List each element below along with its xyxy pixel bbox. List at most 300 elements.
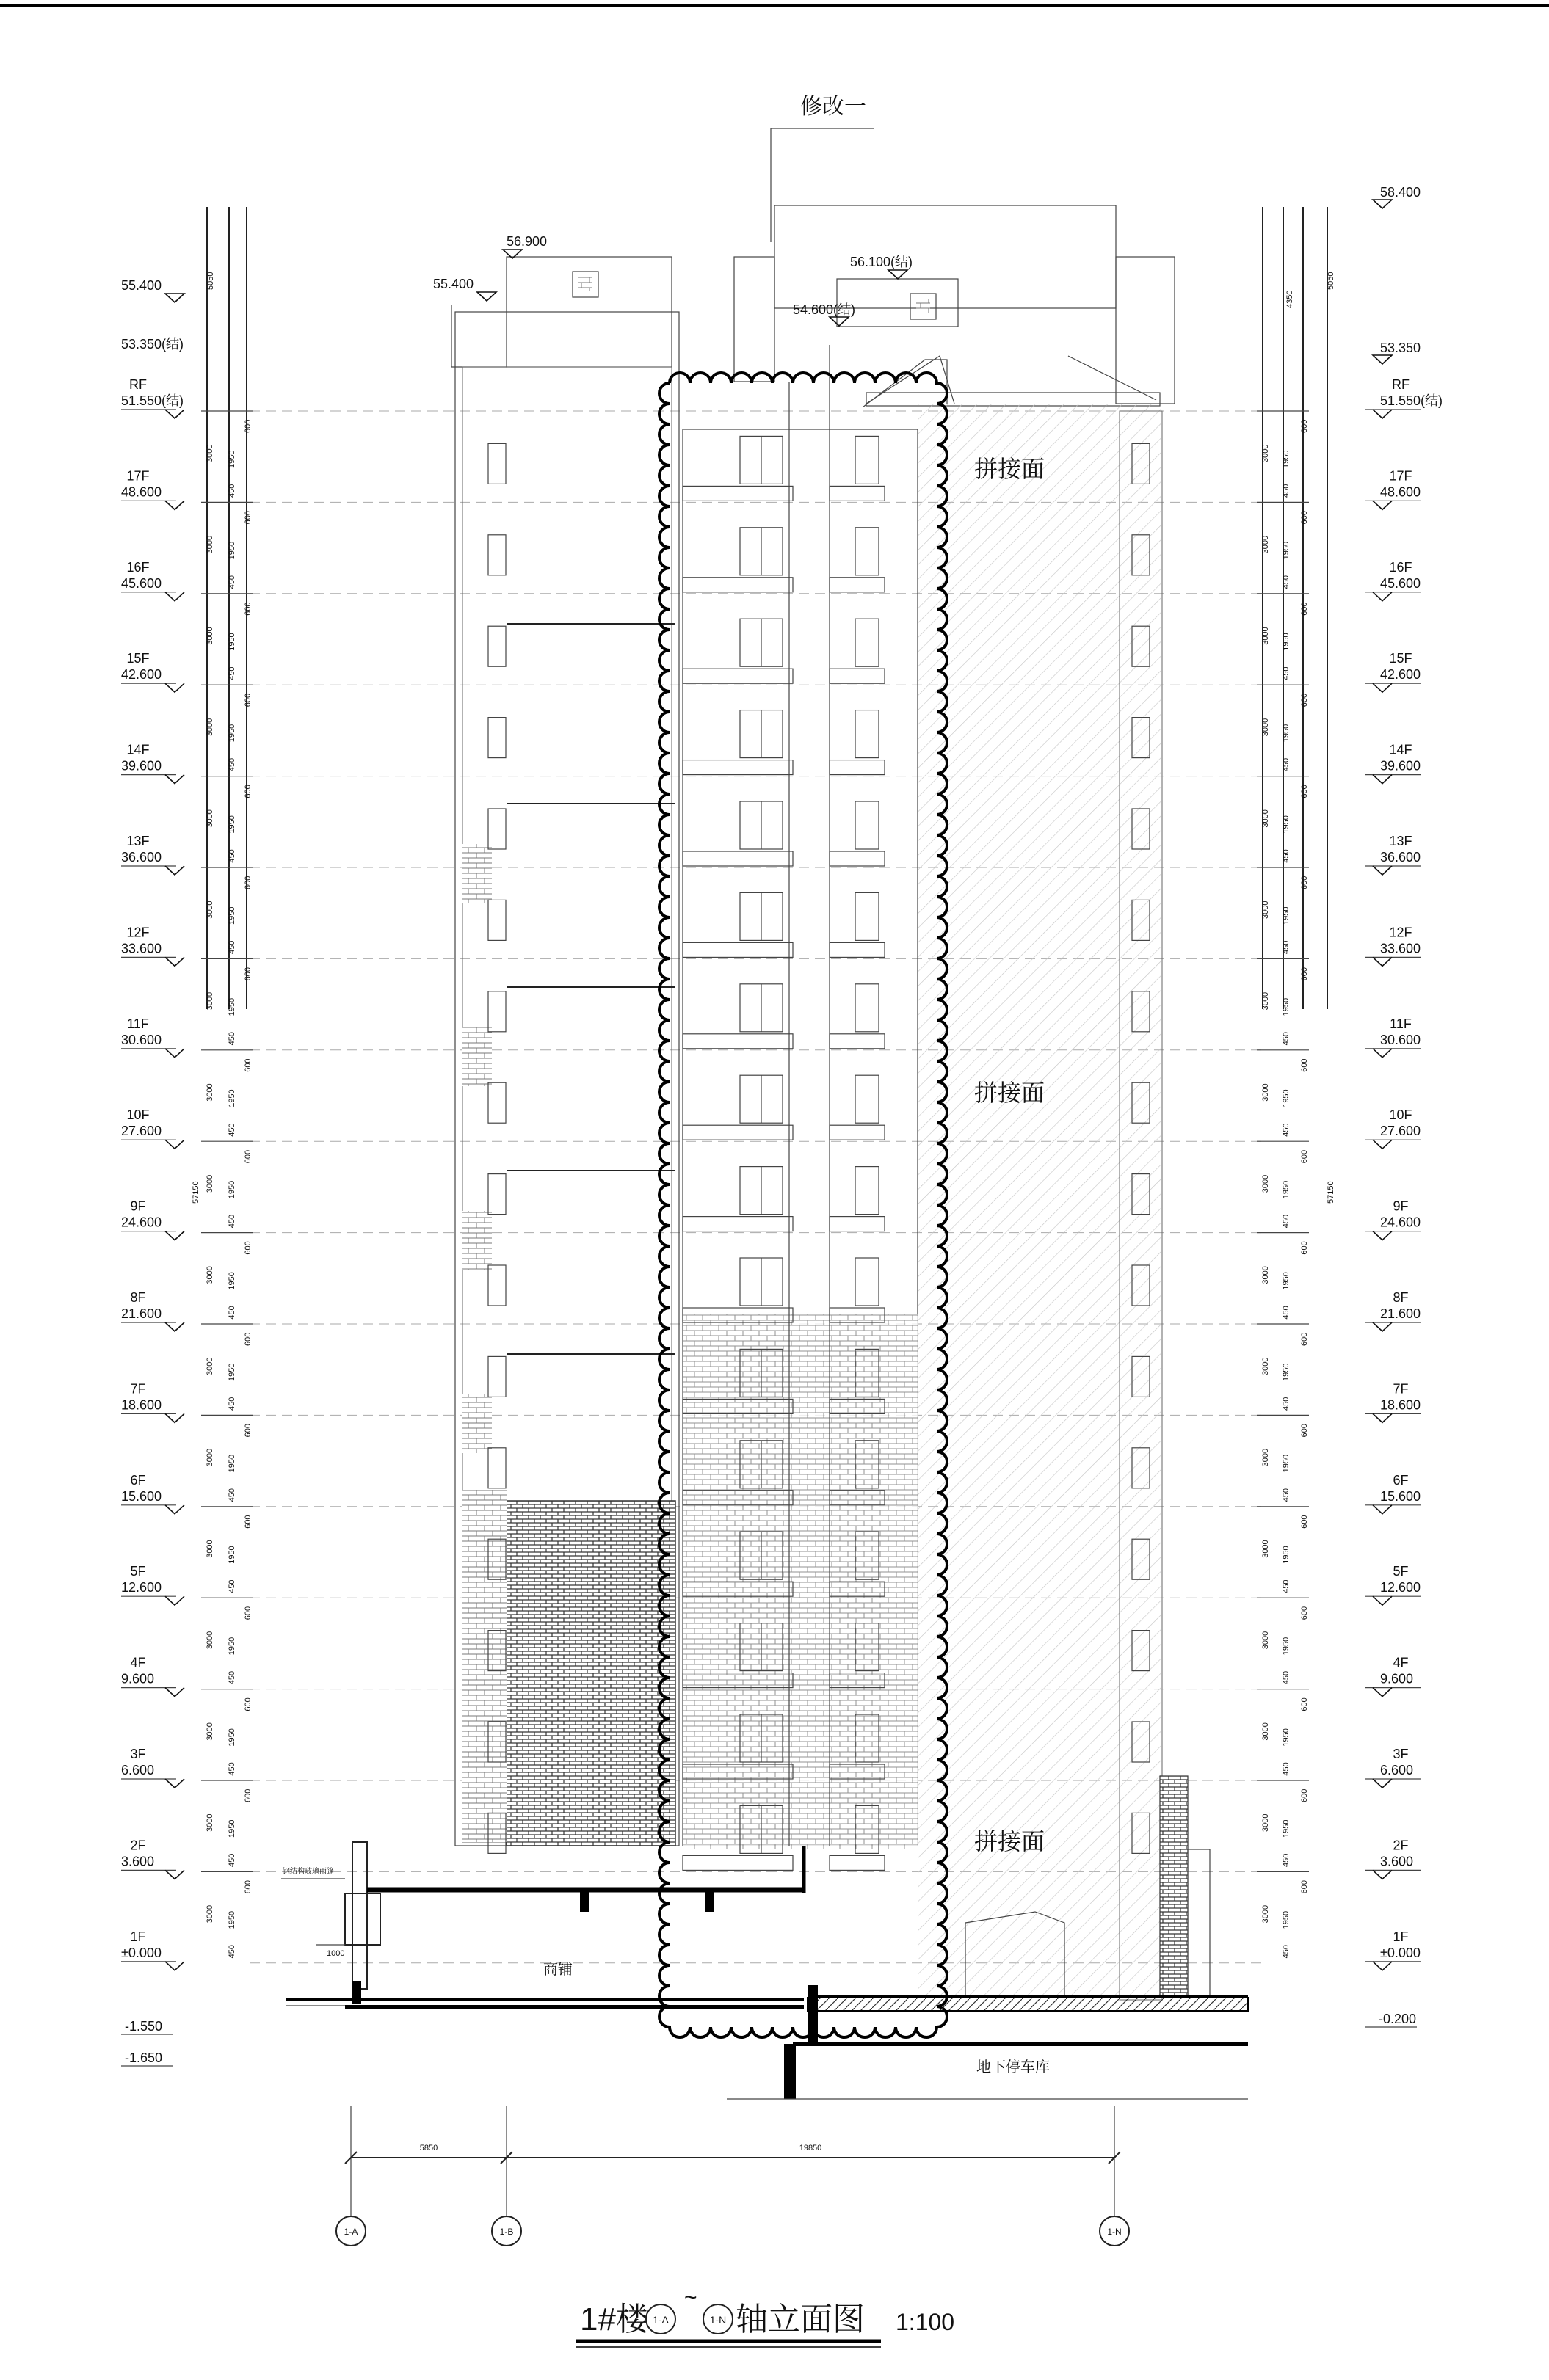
roof-left-roof-level: 53.350(结) bbox=[121, 337, 184, 352]
left-level-triangle bbox=[165, 1870, 184, 1879]
bay-left-dim: 5850 bbox=[419, 2144, 438, 2152]
title-axis-a: 1-A bbox=[653, 2314, 669, 2326]
head-height-dim: 600 bbox=[244, 1241, 253, 1255]
left-floor-elevation: 18.600 bbox=[121, 1397, 162, 1413]
bay-right-dim: 19850 bbox=[799, 2144, 822, 2152]
window-height-dim: 1950 bbox=[1282, 1819, 1291, 1838]
storey-height-dim: 3000 bbox=[1261, 1083, 1270, 1102]
left-floor-elevation: 3.600 bbox=[121, 1854, 155, 1869]
left-level-triangle bbox=[165, 866, 184, 875]
right-floor-name: 7F bbox=[1393, 1381, 1409, 1397]
right-floor-elevation: 15.600 bbox=[1380, 1488, 1421, 1504]
window-height-dim: 1950 bbox=[1282, 997, 1291, 1016]
axis-bubbles bbox=[336, 2216, 1129, 2246]
head-height-dim: 600 bbox=[1300, 1332, 1309, 1346]
sill-height-dim: 450 bbox=[228, 940, 236, 954]
window-height-dim: 1950 bbox=[228, 1728, 236, 1747]
tower-window-small bbox=[855, 710, 879, 758]
left-level-triangle bbox=[165, 775, 184, 784]
window-height-dim: 1950 bbox=[228, 450, 236, 468]
head-height-dim: 600 bbox=[244, 876, 253, 889]
head-height-dim: 600 bbox=[244, 967, 253, 981]
left-level-triangle bbox=[165, 1505, 184, 1514]
head-height-dim: 600 bbox=[1300, 1515, 1309, 1529]
left-floor-elevation: 9.600 bbox=[121, 1671, 155, 1686]
tower-window-small bbox=[855, 1258, 879, 1306]
storey-height-dim: 3000 bbox=[1261, 1904, 1270, 1924]
central-tower bbox=[683, 345, 918, 1849]
storey-height-dim: 3000 bbox=[1261, 1266, 1270, 1284]
left-level-triangle bbox=[165, 1322, 184, 1331]
title-tilde: ~ bbox=[684, 2285, 697, 2310]
left-floor-name: 4F bbox=[130, 1655, 146, 1670]
balcony-slab-right bbox=[830, 669, 885, 683]
right-floor-name: RF bbox=[1392, 377, 1410, 392]
head-height-dim: 600 bbox=[244, 511, 253, 525]
left-window bbox=[488, 1356, 506, 1397]
sill-height-dim: 450 bbox=[1282, 940, 1291, 954]
steel-canopy-label: 钢结构玻璃雨篷 bbox=[283, 1868, 334, 1876]
head-height-dim: 600 bbox=[1300, 602, 1309, 616]
storey-height-dim: 3000 bbox=[1261, 1357, 1270, 1375]
balcony-slab-right bbox=[830, 851, 885, 866]
sill-height-dim: 450 bbox=[228, 849, 236, 863]
window-height-dim: 1950 bbox=[1282, 1454, 1291, 1473]
window-height-dim: 1950 bbox=[228, 997, 236, 1016]
storey-height-dim: 3000 bbox=[206, 1813, 214, 1832]
right-floor-elevation: 24.600 bbox=[1380, 1215, 1421, 1230]
sill-height-dim: 450 bbox=[1282, 1123, 1291, 1137]
left-floor-elevation: 48.600 bbox=[121, 484, 162, 500]
storey-height-dim: 3000 bbox=[1261, 718, 1270, 737]
roof-left-top-level: 55.400 bbox=[121, 278, 162, 293]
tower-window-small bbox=[855, 528, 879, 575]
head-height-dim: 600 bbox=[244, 602, 253, 616]
right-floor-name: 4F bbox=[1393, 1655, 1409, 1670]
sill-height-dim: 450 bbox=[228, 1214, 236, 1229]
right-floor-name: 8F bbox=[1393, 1290, 1409, 1305]
window-height-dim: 1950 bbox=[1282, 1363, 1291, 1381]
parking-label: 地下停车库 bbox=[976, 2059, 1050, 2075]
roof-mid-right-low-level: 54.600(结) bbox=[793, 302, 856, 317]
window-height-dim: 1950 bbox=[228, 1363, 236, 1381]
balcony-slab bbox=[683, 486, 793, 501]
left-window bbox=[488, 991, 506, 1032]
right-floor-elevation: ±0.000 bbox=[1380, 1945, 1421, 1960]
basement-left-level-2: -1.650 bbox=[125, 2050, 163, 2065]
window-height-dim: 1950 bbox=[228, 906, 236, 925]
right-floor-elevation: 45.600 bbox=[1380, 575, 1421, 591]
left-level-triangle bbox=[165, 1779, 184, 1788]
window-height-dim: 1950 bbox=[228, 1819, 236, 1838]
sill-height-dim: 450 bbox=[1282, 1945, 1291, 1959]
sill-height-dim: 450 bbox=[1282, 1488, 1291, 1502]
window-height-dim: 1950 bbox=[228, 1910, 236, 1929]
right-floor-elevation: 33.600 bbox=[1380, 941, 1421, 956]
right-floor-elevation: 30.600 bbox=[1380, 1032, 1421, 1047]
storey-height-dim: 3000 bbox=[1261, 1722, 1270, 1741]
sill-height-dim: 450 bbox=[1282, 666, 1291, 680]
left-floor-elevation: 42.600 bbox=[121, 667, 162, 683]
roof-right-roof-level: 53.350 bbox=[1380, 341, 1421, 355]
left-floor-elevation: ±0.000 bbox=[121, 1945, 162, 1960]
right-floor-name: 13F bbox=[1389, 834, 1412, 848]
head-height-dim: 600 bbox=[1300, 1058, 1309, 1072]
tower-window-small bbox=[855, 801, 879, 849]
right-floor-elevation: 27.600 bbox=[1380, 1124, 1421, 1139]
tower-window-small bbox=[855, 436, 879, 484]
right-floor-elevation: 42.600 bbox=[1380, 667, 1421, 683]
sill-height-dim: 450 bbox=[1282, 757, 1291, 772]
head-height-dim: 600 bbox=[244, 693, 253, 707]
window-height-dim: 1950 bbox=[228, 724, 236, 743]
basement-left-level-1: -1.550 bbox=[125, 2019, 163, 2034]
balcony-slab-right bbox=[830, 1034, 885, 1049]
window-height-dim: 1950 bbox=[1282, 450, 1291, 468]
storey-height-dim: 3000 bbox=[1261, 1631, 1270, 1650]
head-height-dim: 600 bbox=[1300, 876, 1309, 889]
head-height-dim: 600 bbox=[1300, 1241, 1309, 1255]
left-level-triangle bbox=[165, 501, 184, 509]
window-height-dim: 1950 bbox=[228, 1089, 236, 1107]
right-level-triangle bbox=[1373, 1962, 1392, 1970]
left-level-triangle bbox=[165, 1049, 184, 1058]
revision-note: 修改一 bbox=[800, 95, 866, 119]
left-level-triangle bbox=[165, 683, 184, 692]
right-level-triangle bbox=[1373, 775, 1392, 784]
head-height-dim: 600 bbox=[1300, 1788, 1309, 1802]
head-height-dim: 600 bbox=[1300, 785, 1309, 798]
storey-height-dim: 3000 bbox=[206, 627, 214, 645]
head-height-dim: 600 bbox=[1300, 967, 1309, 981]
left-floor-elevation: 24.600 bbox=[121, 1215, 162, 1230]
left-floor-elevation: 6.600 bbox=[121, 1763, 155, 1777]
left-floor-name: 8F bbox=[130, 1290, 146, 1305]
roof-mid-right-top-level: 56.100(结) bbox=[850, 255, 913, 269]
right-floor-name: 17F bbox=[1389, 468, 1412, 484]
sill-height-dim: 450 bbox=[228, 1123, 236, 1137]
left-level-triangle bbox=[165, 410, 184, 418]
total-height-dim-left: 57150 bbox=[192, 1181, 200, 1204]
left-window bbox=[488, 443, 506, 484]
right-floor-name: 11F bbox=[1390, 1016, 1412, 1031]
storey-height-dim: 3000 bbox=[206, 1631, 214, 1650]
window-height-dim: 1950 bbox=[1282, 1180, 1291, 1199]
left-floor-elevation: 30.600 bbox=[121, 1032, 162, 1047]
left-level-triangle bbox=[165, 1231, 184, 1240]
roof-mid-left-level: 55.400 bbox=[433, 277, 474, 291]
right-dimension-column bbox=[1263, 207, 1335, 1204]
left-floor-elevation: 36.600 bbox=[121, 850, 162, 865]
window-height-dim: 1950 bbox=[1282, 1546, 1291, 1564]
sill-height-dim: 450 bbox=[228, 1853, 236, 1867]
right-floor-elevation: 9.600 bbox=[1380, 1671, 1414, 1686]
left-floor-name: 6F bbox=[130, 1472, 146, 1488]
window-height-dim: 1950 bbox=[1282, 906, 1291, 925]
balcony-slab bbox=[683, 578, 793, 592]
right-floor-name: 10F bbox=[1389, 1107, 1412, 1123]
storey-height-dim: 3000 bbox=[206, 1174, 214, 1193]
right-floor-elevation: 3.600 bbox=[1380, 1854, 1414, 1869]
left-window bbox=[488, 1174, 506, 1215]
window-height-dim: 1950 bbox=[1282, 1089, 1291, 1107]
head-height-dim: 600 bbox=[244, 1332, 253, 1346]
right-floor-elevation: 6.600 bbox=[1380, 1763, 1414, 1777]
window-height-dim: 1950 bbox=[1282, 815, 1291, 834]
balcony-slab-right bbox=[830, 942, 885, 957]
splice-face-label-mid: 拼接面 bbox=[973, 1080, 1045, 1106]
drawing-title bbox=[576, 2285, 954, 2347]
left-window bbox=[488, 1448, 506, 1488]
left-floor-elevation: 21.600 bbox=[121, 1306, 162, 1321]
right-floor-name: 5F bbox=[1393, 1564, 1409, 1579]
storey-height-dim: 3000 bbox=[206, 991, 214, 1011]
left-floor-elevation: 27.600 bbox=[121, 1124, 162, 1139]
right-level-triangle bbox=[1373, 1049, 1392, 1058]
tower-window-small bbox=[855, 1075, 879, 1123]
roof-mid-high-level: 56.900 bbox=[507, 234, 548, 249]
sill-height-dim: 450 bbox=[1282, 484, 1291, 498]
right-floor-elevation: 21.600 bbox=[1380, 1306, 1421, 1321]
storey-height-dim: 3000 bbox=[1261, 444, 1270, 462]
head-height-dim: 600 bbox=[244, 419, 253, 433]
storey-height-dim: 3000 bbox=[1261, 1448, 1270, 1467]
head-height-dim: 600 bbox=[244, 1149, 253, 1164]
left-floor-name: 5F bbox=[130, 1564, 146, 1579]
storey-height-dim: 3000 bbox=[206, 1357, 214, 1375]
left-level-markers bbox=[121, 377, 184, 1970]
storey-height-dim: 3000 bbox=[206, 1448, 214, 1467]
head-height-dim: 600 bbox=[244, 785, 253, 798]
basement-level-labels bbox=[121, 2012, 1417, 2066]
tower-window-small bbox=[855, 1167, 879, 1215]
window-height-dim: 1950 bbox=[228, 1272, 236, 1290]
left-floor-elevation: 45.600 bbox=[121, 575, 162, 591]
right-floor-name: 12F bbox=[1389, 925, 1412, 940]
axis-bubble-1n: 1-N bbox=[1107, 2227, 1122, 2237]
storey-height-dim: 3000 bbox=[206, 1904, 214, 1924]
sill-height-dim: 450 bbox=[228, 1306, 236, 1320]
sill-height-dim: 450 bbox=[228, 1762, 236, 1776]
right-level-triangle bbox=[1373, 1322, 1392, 1331]
sill-height-dim: 450 bbox=[1282, 1853, 1291, 1867]
sill-height-dim: 450 bbox=[1282, 1306, 1291, 1320]
storey-height-dim: 3000 bbox=[1261, 1540, 1270, 1558]
left-floor-name: 9F bbox=[130, 1198, 146, 1214]
title-main: 1#楼 bbox=[580, 2301, 648, 2337]
left-window bbox=[488, 718, 506, 758]
tower-window-small bbox=[855, 619, 879, 666]
head-height-dim: 600 bbox=[1300, 1697, 1309, 1711]
right-floor-name: 14F bbox=[1389, 742, 1412, 757]
head-height-dim: 600 bbox=[244, 1606, 253, 1620]
left-floor-name: 13F bbox=[126, 834, 150, 848]
sill-height-dim: 450 bbox=[228, 1032, 236, 1046]
roof-parapet-dim-right: 4350 bbox=[1285, 290, 1294, 308]
storey-height-dim: 3000 bbox=[206, 1722, 214, 1741]
right-floor-name: 15F bbox=[1389, 651, 1412, 666]
roof-right-top-level: 58.400 bbox=[1380, 185, 1421, 200]
balcony-slab-right bbox=[830, 1217, 885, 1231]
left-dimension-column bbox=[192, 207, 247, 1204]
storey-height-dim: 3000 bbox=[206, 1540, 214, 1558]
right-level-triangle bbox=[1373, 866, 1392, 875]
right-level-triangle bbox=[1373, 1870, 1392, 1879]
sill-height-dim: 450 bbox=[228, 666, 236, 680]
sill-height-dim: 450 bbox=[228, 1397, 236, 1411]
sill-height-dim: 450 bbox=[1282, 849, 1291, 863]
title-axis-n: 1-N bbox=[709, 2314, 727, 2326]
window-height-dim: 1950 bbox=[228, 1180, 236, 1199]
balcony-slab-right bbox=[830, 1855, 885, 1870]
balcony-slab bbox=[683, 942, 793, 957]
right-floor-elevation: 48.600 bbox=[1380, 484, 1421, 500]
left-window bbox=[488, 809, 506, 849]
right-floor-name: 2F bbox=[1393, 1838, 1409, 1853]
left-floor-name: 2F bbox=[130, 1838, 146, 1853]
right-floor-elevation: 18.600 bbox=[1380, 1397, 1421, 1413]
storey-height-dim: 3000 bbox=[206, 444, 214, 462]
building-left-wing bbox=[451, 257, 679, 1846]
right-level-triangle bbox=[1373, 683, 1392, 692]
left-level-triangle bbox=[165, 1413, 184, 1422]
balcony-slab bbox=[683, 1034, 793, 1049]
right-level-triangle bbox=[1373, 1140, 1392, 1149]
window-height-dim: 1950 bbox=[228, 1546, 236, 1564]
left-level-triangle bbox=[165, 1688, 184, 1697]
right-level-triangle bbox=[1373, 957, 1392, 966]
splice-face-label-top: 拼接面 bbox=[973, 456, 1045, 482]
left-floor-name: 17F bbox=[126, 468, 150, 484]
balcony-slab bbox=[683, 669, 793, 683]
balcony-slab bbox=[683, 1125, 793, 1140]
right-level-triangle bbox=[1373, 1413, 1392, 1422]
left-floor-name: 7F bbox=[130, 1381, 146, 1397]
storey-height-dim: 3000 bbox=[206, 809, 214, 828]
head-height-dim: 600 bbox=[1300, 1149, 1309, 1164]
left-level-triangle bbox=[165, 957, 184, 966]
right-floor-name: 1F bbox=[1393, 1929, 1409, 1944]
right-level-triangle bbox=[1373, 410, 1392, 418]
window-height-dim: 1950 bbox=[1282, 724, 1291, 743]
right-level-markers bbox=[1365, 377, 1443, 1970]
sill-height-dim: 450 bbox=[1282, 1397, 1291, 1411]
balcony-slab-right bbox=[830, 578, 885, 592]
balcony-slab-right bbox=[830, 486, 885, 501]
shop-label: 商铺 bbox=[543, 1962, 573, 1978]
head-height-dim: 600 bbox=[244, 1697, 253, 1711]
left-floor-name: 14F bbox=[126, 742, 150, 757]
head-height-dim: 600 bbox=[244, 1880, 253, 1894]
podium-section bbox=[281, 1842, 804, 1989]
basement-right-level-1: -0.200 bbox=[1379, 2012, 1417, 2026]
left-level-triangle bbox=[165, 1596, 184, 1605]
left-floor-name: 11F bbox=[127, 1016, 149, 1031]
balcony-slab bbox=[683, 851, 793, 866]
head-height-dim: 600 bbox=[1300, 511, 1309, 525]
storey-height-dim: 3000 bbox=[1261, 1813, 1270, 1832]
right-floor-elevation: 51.550(结) bbox=[1380, 393, 1443, 408]
storey-height-dim: 3000 bbox=[206, 1266, 214, 1284]
window-height-dim: 1950 bbox=[1282, 1728, 1291, 1747]
sill-height-dim: 450 bbox=[1282, 575, 1291, 589]
left-floor-elevation: 33.600 bbox=[121, 941, 162, 956]
window-height-dim: 1950 bbox=[228, 541, 236, 560]
window-height-dim: 1950 bbox=[228, 1637, 236, 1656]
left-floor-elevation: 12.600 bbox=[121, 1580, 162, 1595]
balcony-slab-right bbox=[830, 1125, 885, 1140]
window-height-dim: 1950 bbox=[1282, 1910, 1291, 1929]
axis-dimension-chain bbox=[345, 2106, 1120, 2216]
left-floor-elevation: 51.550(结) bbox=[121, 393, 184, 408]
left-floor-name: RF bbox=[129, 377, 147, 392]
splice-face-area bbox=[918, 404, 1161, 1996]
left-window bbox=[488, 1082, 506, 1123]
head-height-dim: 600 bbox=[1300, 419, 1309, 433]
head-height-dim: 600 bbox=[1300, 1880, 1309, 1894]
storey-height-dim: 3000 bbox=[206, 718, 214, 737]
right-level-triangle bbox=[1373, 1596, 1392, 1605]
left-window bbox=[488, 900, 506, 940]
right-level-triangle bbox=[1373, 592, 1392, 601]
sill-height-dim: 450 bbox=[228, 1488, 236, 1502]
sill-height-dim: 450 bbox=[1282, 1214, 1291, 1229]
right-floor-name: 3F bbox=[1393, 1747, 1409, 1761]
right-floor-name: 6F bbox=[1393, 1472, 1409, 1488]
window-height-dim: 1950 bbox=[228, 1454, 236, 1473]
title-suffix: 轴立面图 bbox=[736, 2301, 865, 2337]
axis-bubble-1a: 1-A bbox=[344, 2227, 358, 2237]
balcony-slab bbox=[683, 1217, 793, 1231]
right-floor-elevation: 12.600 bbox=[1380, 1580, 1421, 1595]
right-floor-elevation: 39.600 bbox=[1380, 758, 1421, 774]
storey-height-dim: 3000 bbox=[206, 535, 214, 554]
right-floor-name: 9F bbox=[1393, 1198, 1409, 1214]
head-height-dim: 600 bbox=[244, 1058, 253, 1072]
left-window bbox=[488, 626, 506, 666]
storey-height-dim: 3000 bbox=[206, 1083, 214, 1102]
tower-window-small bbox=[855, 892, 879, 940]
left-floor-elevation: 39.600 bbox=[121, 758, 162, 774]
head-height-dim: 600 bbox=[244, 1515, 253, 1529]
window-height-dim: 1950 bbox=[1282, 1637, 1291, 1656]
left-window bbox=[488, 535, 506, 575]
storey-height-dim: 3000 bbox=[1261, 900, 1270, 919]
right-level-triangle bbox=[1373, 1505, 1392, 1514]
balcony-slab-right bbox=[830, 760, 885, 775]
head-height-dim: 600 bbox=[1300, 693, 1309, 707]
left-window bbox=[488, 1265, 506, 1306]
left-floor-name: 1F bbox=[130, 1929, 146, 1944]
left-level-triangle bbox=[165, 592, 184, 601]
left-floor-name: 16F bbox=[126, 559, 150, 575]
sill-height-dim: 450 bbox=[1282, 1579, 1291, 1593]
balcony-slab bbox=[683, 1855, 793, 1870]
canopy-offset-dim: 1000 bbox=[327, 1949, 345, 1958]
sill-height-dim: 450 bbox=[228, 1670, 236, 1685]
sill-height-dim: 450 bbox=[228, 575, 236, 589]
right-level-triangle bbox=[1373, 501, 1392, 509]
balcony-slab bbox=[683, 760, 793, 775]
head-height-dim: 600 bbox=[1300, 1424, 1309, 1438]
window-height-dim: 1950 bbox=[1282, 541, 1291, 560]
roof-block-dim-right: 5050 bbox=[1327, 272, 1335, 290]
window-height-dim: 1950 bbox=[228, 815, 236, 834]
left-floor-name: 10F bbox=[126, 1107, 150, 1123]
splice-face-label-bottom: 拼接面 bbox=[973, 1828, 1045, 1855]
storey-height-dim: 3000 bbox=[206, 900, 214, 919]
sill-height-dim: 450 bbox=[228, 757, 236, 772]
